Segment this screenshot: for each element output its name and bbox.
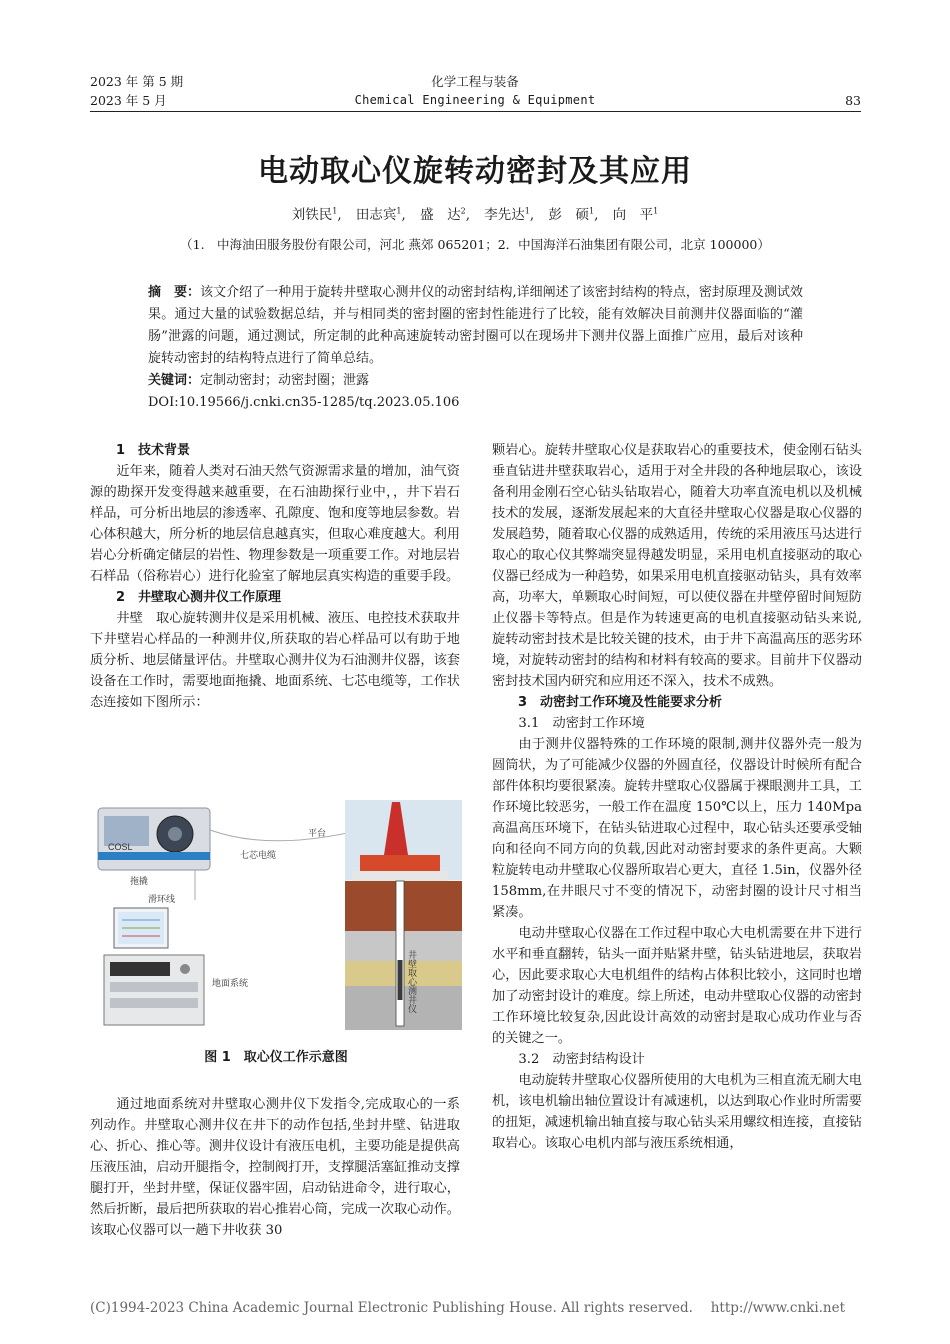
keywords-label: 关键词： (148, 373, 201, 388)
section-heading: 3 动密封工作环境及性能要求分析 (518, 695, 723, 710)
tool-label: 井壁取心测井仪 (407, 950, 417, 1013)
paragraph: 通过地面系统对井壁取心测井仪下发指令,完成取心的一系列动作。井壁取心测井仪在井下的动作包括,坐封井壁、钻进取心、折心、推心等。测井仪设计有液压电机，主要功能是提供高压液压油，启动开腿指令，控制阀打开，支撑腿活塞缸推动支撑腿打开，坐封井壁，保证仪器牢固，启动钻进命令，进行取心，然后折断，最后把所获取的岩心推岩心筒，完成一次取心动作。该取心仪器可以一趟下井收获 30 (90, 1097, 460, 1238)
copyright-footer: (C)1994-2023 China Academic Journal Electronic Publishing House. All rights reserved. http://www.cnki.net (90, 1300, 846, 1316)
section-heading: 1 技术背景 (116, 443, 191, 458)
page-number: 83 (845, 93, 861, 108)
skid-truck-illustration (98, 808, 210, 870)
slip-ring-label: 滑环线 (148, 894, 176, 904)
journal-en: Chemical Engineering & Equipment (354, 93, 596, 107)
cable-label: 七芯电缆 (240, 850, 277, 860)
author: 向 平$^1$ (612, 206, 659, 223)
subsection-heading: 3.2 动密封结构设计 (518, 1052, 645, 1067)
surface-system-illustration (104, 955, 204, 1025)
keywords (148, 370, 803, 392)
paragraph: 由于测井仪器特殊的工作环境的限制,测井仪器外壳一般为圆筒状，为了可能减少仪器的外圆直径，仪器设计时候所有配合部件体积均要很紧凑。旋转井壁取心仪器属于裸眼测井工具，工作环境比较恶劣，一般工作在温度 150℃以上，压力 140Mpa 高温高压环境下，在钻头钻进取心过程中，取心钻头还要承受轴向和径向不同方向的负载,因此对动密封要求的条件更高。大颗粒旋转电动井壁取心仪器所取岩心更大，直径 1.5in，仪器外径 158mm,在井眼尺寸不变的情况下，动密封圈的设计尺寸相当紧凑。 (492, 737, 862, 920)
issue-label: 2023 年 第 5 期 (90, 74, 184, 89)
header-rule (90, 111, 861, 112)
abstract (148, 282, 803, 370)
surface-system-label: 地面系统 (212, 978, 249, 988)
author-list (0, 203, 950, 223)
section-heading: 2 井壁取心测井仪工作原理 (116, 590, 282, 605)
left-column-lower (90, 1094, 460, 1241)
abstract-label: 摘 要： (148, 285, 201, 300)
journal-cn: 化学工程与装备 (431, 74, 519, 89)
left-column (90, 440, 460, 713)
author: 彭 硕$^1$, (548, 206, 599, 223)
author: 李先达$^1$, (484, 206, 535, 223)
author: 田志宾$^1$, (355, 206, 406, 223)
skid-label: 拖撬 (130, 876, 149, 886)
affiliations: （1. 中海油田服务股份有限公司，河北 燕郊 065201；2．中国海洋石油集团有限公司，北京 100000） (180, 237, 770, 252)
paragraph: 电动旋转井壁取心仪器所使用的大电机为三相直流无刷大电机，该电机输出轴位置设计有减速机，以达到取心作业时所需要的扭矩，减速机输出轴直接与取心钻头采用螺纹相连接，直接钻取岩心。该取心电机内部与液压系统相通， (492, 1073, 862, 1151)
date-label: 2023 年 5 月 (90, 93, 167, 108)
brand-label: COSL (108, 842, 133, 852)
doi: DOI:10.19566/j.cnki.cn35-1285/tq.2023.05.106 (148, 395, 460, 410)
monitor-illustration (114, 908, 168, 948)
paragraph: 井壁 取心旋转测井仪是采用机械、液压、电控技术获取井下井壁岩心样品的一种测井仪,所获取的岩心样品可以有助于地质分析、地层储量评估。井壁取心测井仪为石油测井仪器，该套设备在工作时，需要地面拖撬、地面系统、七芯电缆等，工作状态连接如下图所示： (90, 611, 460, 710)
abstract-text: 该文介绍了一种用于旋转井壁取心测井仪的动密封结构,详细阐述了该密封结构的特点，密封原理及测试效果。通过大量的试验数据总结，并与相同类的密封圈的密封性能进行了比较，能有效解决目前测井仪器面临的“灌肠”泄露的问题，通过测试，所定制的此种高速旋转动密封圈可以在现场井下测井仪器上面推广应用，最后对该种旋转动密封的结构特点进行了简单总结。 (148, 285, 803, 366)
subsection-heading: 3.1 动密封工作环境 (518, 716, 645, 731)
paragraph: 近年来，随着人类对石油天然气资源需求量的增加，油气资源的勘探开发变得越来越重要，在石油勘探行业中，，井下岩石样品，可分析出地层的渗透率、孔隙度、饱和度等地层参数。岩心体积越大，所分析的地层信息越真实，但取心难度越大。利用岩心分析确定储层的岩性、物理参数是一项重要工作。对地层岩石样品（俗称岩心）进行化验室了解地层真实构造的重要手段。 (90, 464, 460, 584)
platform-well-illustration (345, 800, 462, 1030)
figure-1 (90, 800, 462, 1030)
paragraph: 颗岩心。旋转井壁取心仪是获取岩心的重要技术，使金刚石钻头垂直钻进井壁获取岩心，适用于对全井段的各种地层取心，该设备利用金刚石空心钻头钻取岩心，随着大功率直流电机以及机械技术的发展，逐渐发展起来的大直径井壁取心仪器是取心仪器的发展趋势，随着取心仪器的成熟适用，传统的采用液压马达进行取心的取心仪其弊端突显得越发明显，采用电机直接驱动的取心仪器已经成为一种趋势，如果采用电机直接驱动钻头，具有效率高，功率大，单颗取心时间短，可以使仪器在井壁停留时间短防止仪器卡等特点。但是作为转速更高的电机直接驱动钻头来说,旋转动密封技术是比较关键的技术，由于井下高温高压的恶劣环境，对旋转动密封的结构和材料有较高的要求。目前井下仪器动密封技术国内研究和应用还不深入，技术不成熟。 (492, 443, 862, 689)
figure-caption: 图 1 取心仪工作示意图 (204, 1050, 348, 1065)
right-column (492, 440, 862, 1154)
abstract-block (148, 282, 803, 414)
platform-label: 平台 (308, 828, 327, 838)
author: 盛 达$^2$, (420, 206, 470, 223)
keywords-text: 定制动密封；动密封圈；泄露 (200, 373, 370, 388)
page-title: 电动取心仪旋转动密封及其应用 (258, 154, 692, 189)
paragraph: 电动井壁取心仪器在工作过程中取心大电机需要在井下进行水平和垂直翻转，钻头一面并贴紧井壁，钻头钻进地层，获取岩心，因此要求取心大电机组件的结构占体积比较小，这同时也增加了动密封设计的难度。综上所述，电动井壁取心仪器的动密封工作环境比较复杂,因此设计高效的动密封是取心成功作业与否的关键之一。 (492, 926, 862, 1046)
author: 刘铁民$^1$, (291, 206, 342, 223)
